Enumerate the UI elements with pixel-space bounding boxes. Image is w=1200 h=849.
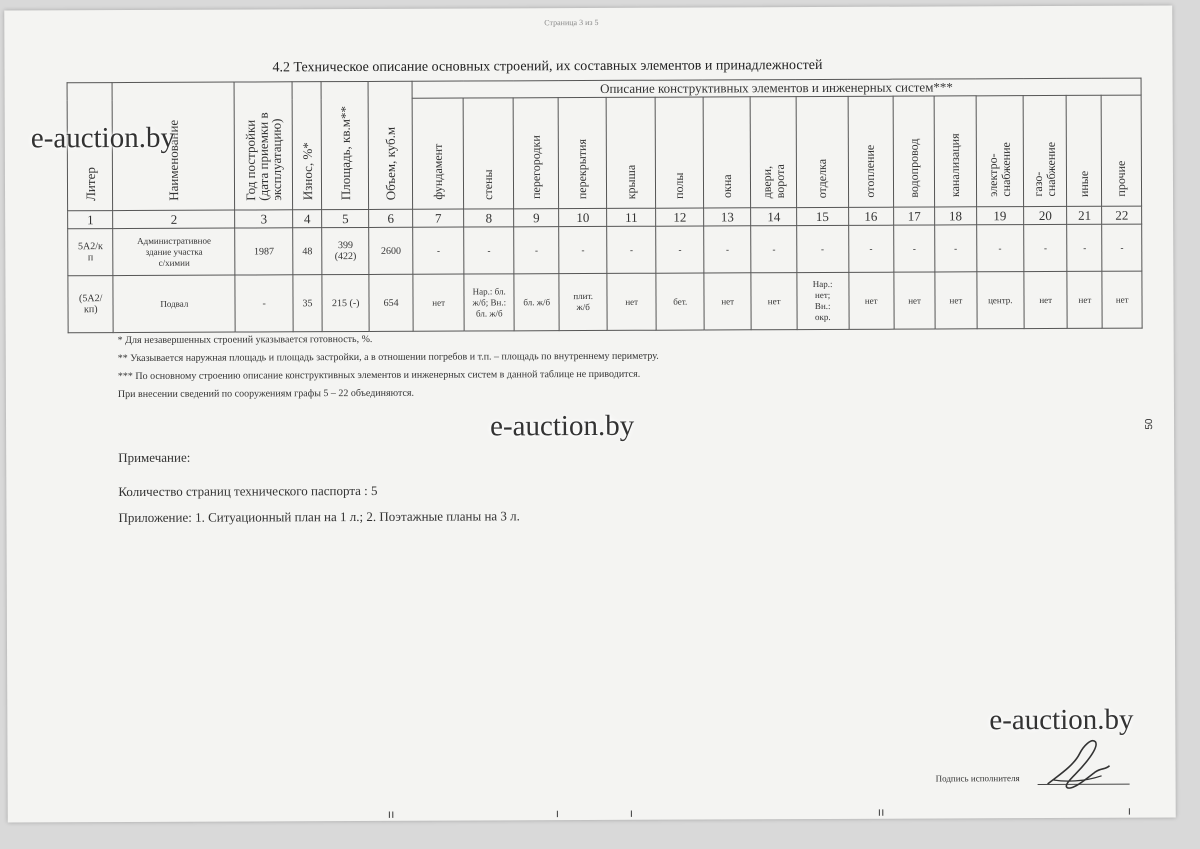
table-cell: 215 (-) [322, 274, 370, 331]
table-cell: нет [1102, 271, 1142, 328]
table-row [68, 271, 1142, 333]
table-cell: бет. [656, 273, 704, 330]
column-number: 12 [656, 208, 704, 226]
footnote: * Для незавершенных строений указывается готовность, %. [117, 333, 373, 347]
header-roof: крыша [606, 97, 656, 208]
column-number: 16 [848, 207, 893, 225]
column-number: 7 [412, 209, 464, 227]
header-year: Год постройки (дата приемки в эксплуатацию) [234, 82, 292, 210]
table-row [68, 224, 1142, 276]
table-cell: 1987 [235, 228, 293, 275]
table-cell: нет [894, 272, 936, 329]
table-cell: Нар.: нет; Вн.: окр. [797, 272, 849, 329]
footnote: При внесении сведений по сооружениям графы 5 – 22 объединяются. [117, 387, 415, 401]
technical-description-table [67, 78, 1143, 334]
pages-count: Количество страниц технического паспорта : 5 [118, 482, 378, 500]
table-cell: - [1024, 224, 1068, 271]
column-number: 17 [894, 207, 935, 225]
header-liter: Литер [67, 83, 113, 211]
column-number: 21 [1067, 206, 1102, 224]
table-cell: 399 (422) [322, 227, 370, 274]
table-cell: нет [848, 272, 894, 329]
table-cell: Нар.: бл. ж/б; Вн.: бл. ж/б [464, 274, 514, 331]
watermark: e-auction.by [489, 409, 635, 443]
table-cell: 654 [369, 274, 413, 331]
document-page [4, 5, 1176, 822]
table-cell: - [1067, 224, 1102, 271]
column-number: 4 [293, 210, 322, 228]
table-cell: нет [935, 272, 977, 329]
table-cell: нет [704, 273, 752, 330]
table-cell: центр. [976, 272, 1024, 329]
header-partitions: перегородки [513, 98, 559, 209]
table-cell: нет [1024, 271, 1068, 328]
table-cell: (5А2/ кп) [68, 276, 114, 333]
watermark: e-auction.by [30, 121, 176, 155]
table-cell: - [848, 225, 894, 272]
column-number: 6 [369, 209, 412, 227]
signature-label: Подпись исполнителя [935, 773, 1020, 784]
table-cell: Подвал [113, 275, 235, 333]
table-cell: 48 [293, 228, 322, 275]
table-cell: - [656, 226, 704, 273]
table-cell: нет [607, 273, 657, 330]
column-number: 11 [607, 208, 657, 226]
column-number: 1 [68, 211, 113, 229]
header-wear: Износ, %* [292, 82, 321, 210]
table-cell: плит. ж/б [559, 273, 607, 330]
signature-icon [1043, 736, 1113, 796]
column-number: 5 [322, 209, 370, 227]
table-cell: Административное здание участка с/химии [113, 228, 235, 276]
header-mark: Страница 3 из 5 [544, 17, 599, 28]
header-volume: Объем, куб.м [369, 81, 413, 209]
table-cell: - [704, 226, 752, 273]
table-cell: - [514, 227, 560, 274]
header-floors-slabs: перекрытия [559, 97, 607, 208]
header-water: водопровод [893, 96, 935, 207]
footnotes [118, 330, 659, 404]
column-number: 14 [751, 208, 797, 226]
footnote: ** Указывается наружная площадь и площадь застройки, а в отношении погребов и т.п. – площадь по внутреннему периметру. [117, 350, 659, 365]
header-other: иные [1066, 95, 1102, 206]
header-heating: отопление [848, 96, 894, 207]
table-cell: - [894, 225, 936, 272]
header-name: Наименование [112, 82, 234, 211]
column-number: 2 [113, 210, 235, 229]
page-number: 50 [1144, 418, 1156, 430]
table-cell: - [235, 275, 293, 332]
section-title: 4.2 Техническое описание основных строений, их составных элементов и принадлежностей [272, 57, 823, 76]
header-foundation: фундамент [412, 98, 464, 209]
remark-label: Примечание: [118, 449, 191, 466]
watermark: e-auction.by [989, 703, 1134, 737]
footnote: *** По основному строению описание конструктивных элементов и инженерных систем в данной таблице не приводится. [117, 368, 641, 383]
header-area: Площадь, кв.м** [321, 81, 369, 209]
table-cell: нет [1067, 271, 1102, 328]
table-cell: 35 [293, 275, 322, 332]
header-finishing: отделка [796, 96, 848, 207]
header-gas: газо- снабжение [1023, 95, 1067, 206]
table-cell: - [935, 225, 977, 272]
header-sewage: канализация [934, 96, 976, 207]
table-cell: - [1102, 224, 1142, 271]
header-floors: полы [656, 97, 704, 208]
header-electric: электро- снабжение [976, 96, 1024, 207]
table-cell: 2600 [369, 227, 413, 274]
bottom-edge-marks: ıı ı ı ıı ı [387, 803, 1132, 821]
column-number: 18 [935, 207, 976, 225]
column-number: 20 [1024, 206, 1067, 224]
column-number: 22 [1102, 206, 1142, 224]
header-windows: окна [703, 97, 751, 208]
table-cell: нет [751, 273, 797, 330]
table-cell: нет [413, 274, 465, 331]
column-number: 9 [514, 209, 560, 227]
column-number: 10 [559, 208, 607, 226]
header-elements-group: Описание конструктивных элементов и инженерных систем*** [412, 78, 1141, 98]
table-cell: - [797, 225, 849, 272]
appendix-text: Приложение: 1. Ситуационный план на 1 л.; 2. Поэтажные планы на 3 л. [118, 508, 520, 526]
header-walls: стены [464, 98, 514, 209]
table-cell: - [559, 226, 607, 273]
column-number: 13 [704, 208, 752, 226]
table-cell: - [464, 227, 514, 274]
table-cell: - [976, 225, 1024, 272]
header-misc: прочие [1102, 95, 1142, 206]
column-number: 15 [796, 207, 848, 225]
table-cell: - [751, 226, 797, 273]
table-cell: бл. ж/б [514, 274, 560, 331]
table-cell: - [607, 226, 657, 273]
table-cell: - [413, 227, 465, 274]
header-doors: двери, ворота [751, 97, 797, 208]
column-number: 19 [976, 207, 1024, 225]
table-cell: 5А2/к п [68, 229, 114, 276]
column-number: 8 [464, 209, 514, 227]
column-number: 3 [235, 210, 293, 228]
